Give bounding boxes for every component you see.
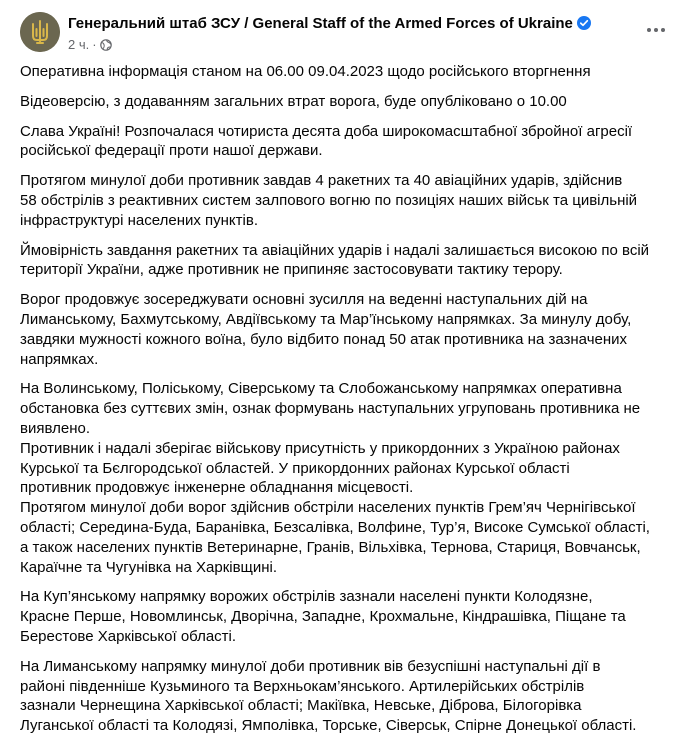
post-paragraph: Відеоверсію, з додаванням загальних втрат ворога, буде опубліковано о 10.00: [20, 92, 567, 110]
post-meta: [68, 37, 112, 54]
post-paragraph: Оперативна інформація станом на 06.00 09.04.2023 щодо російського вторгнення: [20, 63, 591, 80]
post-header: [20, 12, 670, 56]
author-name-text[interactable]: Генеральний штаб ЗСУ / General Staff of the Armed Forces of Ukraine: [68, 15, 573, 32]
more-options-icon: [647, 28, 651, 32]
post-paragraph: На Лиманському напрямку минулої доби противник вів безуспішні наступальні дії в районі південніше Кузьминого та Верхньокам’янського. Артилерійських обстрілів зазнали Чернещина Харківської області; Макіївка, Невське, Діброва, Білогорівка Луганської області та Колодязі, Ямполівка, Торське, Сіверськ, Спірне Донецької області.: [20, 657, 637, 735]
post-paragraph: На Волинському, Поліському, Сіверському та Слобожанському напрямках оперативна обстановка без суттєвих змін, ознак формувань наступальних угруповань противника не виявлено.: [20, 380, 641, 437]
more-options-dot: [654, 28, 658, 32]
page-avatar[interactable]: [20, 12, 60, 52]
post-paragraph: Ворог продовжує зосереджувати основні зусилля на веденні наступальних дій на Лиманському, Бахмутському, Авдіївському та Мар’їнському напрямках. За минулу добу, завдяки мужності кожного воїна, було відбито понад 50 атак противника на зазначених напрямках.: [20, 291, 632, 368]
more-options-button[interactable]: [644, 18, 668, 42]
verified-badge-icon: [577, 16, 591, 34]
more-options-dot: [661, 28, 665, 32]
post-paragraph: На Куп’янському напрямку ворожих обстрілів зазнали населені пункти Колодязне, Красне Перше, Новомлинськ, Дворічна, Западне, Крохмальне, Кіндрашівка, Піщане та Берестове Харківської області.: [20, 588, 626, 645]
post-paragraph: Ймовірність завдання ракетних та авіаційних ударів і надалі залишається високою по всій території України, адже противник не припиняє застосовувати тактику терору.: [20, 241, 650, 279]
post-paragraph: Слава Україні! Розпочалася чотириста десята доба широкомасштабної збройної агресії російської федерації проти нашої держави.: [20, 122, 633, 160]
post-paragraph: Противник і надалі зберігає військову присутність у прикордонних з Україною районах Курської та Бєлгородської областей. У прикордонних районах Курської області противник продовжує інженерне обладнання місцевості.: [20, 439, 620, 497]
post-timestamp[interactable]: 2 ч.: [68, 37, 90, 52]
globe-icon[interactable]: [100, 39, 112, 54]
post-body: [20, 62, 670, 746]
meta-separator: ·: [92, 37, 97, 52]
trident-emblem-icon: [20, 12, 60, 52]
post-paragraph: Протягом минулої доби ворог здійснив обстріли населених пунктів Грем’яч Чернігівської області; Середина-Буда, Баранівка, Безсалівка, Волфине, Тур’я, Високе Сумської області, а також населених пунктів Ветеринарне, Гранів, Вільхівка, Тернова, Стариця, Вовчанськ, Караїчне та Чугунівка на Харківщині.: [20, 499, 650, 576]
post-paragraph: Протягом минулої доби противник завдав 4 ракетних та 40 авіаційних ударів, здійснив 58 обстрілів з реактивних систем залпового вогню по позиціях наших військ та цивільній інфраструктурі населених пунктів.: [20, 172, 638, 229]
author-name[interactable]: [68, 15, 591, 34]
